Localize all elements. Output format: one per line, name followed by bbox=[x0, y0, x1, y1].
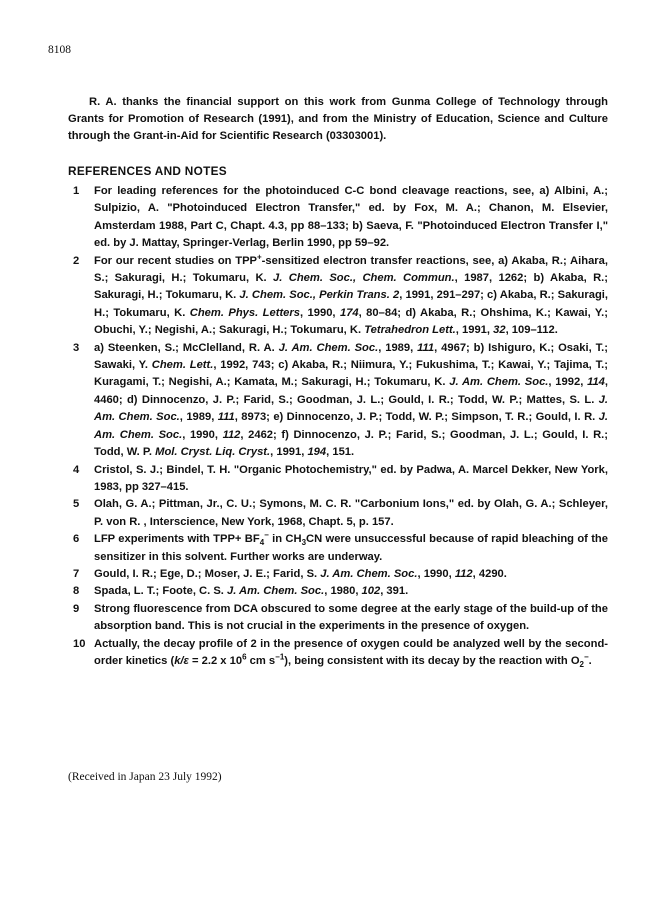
reference-text-segment: , bbox=[213, 359, 221, 372]
reference-text bbox=[94, 183, 608, 253]
reference-number: 7 bbox=[73, 567, 80, 580]
reference-text-segment: , bbox=[324, 585, 331, 598]
reference-number: 10 bbox=[73, 637, 86, 650]
reference-text-segment: , pp 59–92. bbox=[331, 237, 390, 250]
reference-text-segment: , 2462; f) Dinnocenzo, J. P.; Farid, S.; Goodman, J. L.; Gould, I. R.; Todd, W. P. bbox=[94, 428, 608, 459]
reference-text-segment: J. Am. Chem. Soc. bbox=[227, 585, 325, 598]
reference-item bbox=[68, 462, 608, 497]
reference-text-segment: LFP experiments with TPP+ BF bbox=[94, 533, 260, 546]
reference-text-segment: 6 bbox=[242, 652, 247, 662]
reference-number: 8 bbox=[73, 585, 80, 598]
reference-text bbox=[94, 601, 608, 636]
reference-text-segment: Chem. Phys. Letters bbox=[189, 306, 300, 319]
reference-text-segment: Chem. Lett. bbox=[151, 359, 214, 372]
reference-text bbox=[94, 583, 608, 600]
reference-text-segment: CN were unsuccessful because of rapid bleaching of the sensitizer in this solvent. Further works are underway. bbox=[94, 533, 608, 563]
reference-text-segment: , 391. bbox=[380, 585, 409, 598]
reference-text-segment: 174 bbox=[339, 306, 359, 319]
reference-text-segment: 1987 bbox=[464, 272, 489, 285]
reference-text bbox=[94, 340, 608, 462]
reference-text bbox=[94, 531, 608, 566]
reference-text-segment: , bbox=[182, 428, 190, 441]
reference-text-segment: 1991 bbox=[405, 289, 431, 302]
reference-number: 5 bbox=[73, 498, 80, 511]
reference-number: 4 bbox=[73, 463, 80, 476]
reference-text-segment: cm s bbox=[246, 654, 276, 667]
reference-text-segment: 1989 bbox=[186, 411, 212, 424]
reference-text-segment: For leading references for the photoinduced C-C bond cleavage reactions, see, a) Albini, A.; Sulpizio, A. "Photoinduced Electron Transfer," ed. by Fox, M. A.; Chanon, M. Elsevier, Amsterdam bbox=[94, 185, 608, 232]
reference-text-segment: , Part C, Chapt. 4.3, pp 88–133; b) Saeva, F. "Photoinduced Electron Transfer I," ed. by J. Mattay, Springer-Verlag, Berlin bbox=[94, 219, 608, 250]
reference-text-segment: , Chapt. 5, p. 157. bbox=[302, 515, 394, 528]
reference-text-segment: , 4460; d) Dinnocenzo, J. P.; Farid, S.; Goodman, J. L.; Gould, I. R.; Todd, W. P.; Mattes, S. L. bbox=[94, 376, 609, 406]
reference-text-segment: 1988 bbox=[159, 219, 184, 232]
reference-text-segment: , bbox=[214, 428, 223, 441]
reference-text bbox=[94, 496, 608, 531]
reference-text-segment: , bbox=[548, 376, 556, 389]
reference-text-segment: 1983 bbox=[94, 480, 119, 493]
reference-text-segment: , 80–84; d) Akaba, R.; Ohshima, K.; Kawai, Y.; Obuchi, Y.; Negishi, A.; Sakuragi, H.; Tokumaru, K. bbox=[94, 306, 608, 337]
reference-text bbox=[94, 566, 608, 583]
reference-text-segment: −1 bbox=[275, 652, 285, 662]
reference-text-segment: 1990 bbox=[189, 428, 215, 441]
reference-item bbox=[68, 566, 608, 583]
reference-text-segment: , 1262; b) Akaba, R.; Sakuragi, H.; Tokumaru, K. bbox=[94, 272, 608, 302]
reference-text-segment: , bbox=[486, 324, 494, 337]
reference-text-segment: Actually, the decay profile of 2 in the presence of oxygen could be analyzed well by the second-order kinetics ( bbox=[94, 637, 608, 667]
reference-text-segment: 1991 bbox=[276, 446, 302, 459]
reference-text-segment: -sensitized electron transfer reactions, see, a) Akaba, R.; Aihara, S.; Sakuragi, H.; Tokumaru, K. bbox=[94, 254, 608, 285]
reference-text-segment: Cristol, S. J.; Bindel, T. H. "Organic Photochemistry," ed. by Padwa, A. Marcel Dekker, New York, bbox=[94, 463, 608, 476]
reference-text-segment: , bbox=[448, 567, 455, 580]
reference-text-segment: J. Am. Chem. Soc. bbox=[94, 411, 609, 441]
reference-text-segment: J. Chem. Soc., Chem. Commun. bbox=[273, 272, 455, 285]
reference-item bbox=[68, 253, 608, 340]
reference-text-segment: , bbox=[332, 306, 340, 319]
reference-item bbox=[68, 183, 608, 253]
reference-text-segment: , bbox=[355, 585, 362, 598]
reference-text-segment: 32 bbox=[493, 324, 506, 337]
reference-text-segment: , 109–112. bbox=[505, 324, 558, 337]
reference-text bbox=[94, 462, 608, 497]
reference-text-segment: 112 bbox=[454, 567, 473, 580]
reference-text-segment: , bbox=[580, 376, 588, 389]
reference-number: 6 bbox=[73, 533, 80, 546]
references-heading: REFERENCES AND NOTES bbox=[68, 164, 227, 178]
reference-text-segment: Strong fluorescence from DCA obscured to some degree at the early stage of the build-up of the absorption band. This is not crucial in the experiments in the presence of oxygen. bbox=[94, 602, 608, 633]
reference-text bbox=[94, 253, 608, 340]
reference-text-segment: 102 bbox=[361, 585, 381, 598]
reference-text-segment: ), being consistent with its decay by the reaction with O bbox=[284, 654, 580, 667]
reference-text-segment: − bbox=[264, 530, 269, 540]
reference-text-segment: For our recent studies on TPP bbox=[94, 254, 257, 267]
reference-text-segment: 3 bbox=[301, 538, 307, 548]
reference-text-segment: 2 bbox=[579, 660, 584, 670]
reference-text-segment: , 4967; b) Ishiguro, K.; Osaki, T.; Sawaki, Y. bbox=[94, 341, 609, 372]
reference-text-segment: Tetrahedron Lett. bbox=[364, 324, 456, 337]
reference-text bbox=[94, 636, 608, 671]
reference-text-segment: Olah, G. A.; Pittman, Jr., C. U.; Symons, M. C. R. "Carbonium Ions," ed. by Olah, G. A.; Schleyer, P. von R. , Interscience, New York, bbox=[94, 498, 608, 528]
reference-text-segment: , bbox=[399, 289, 406, 302]
reference-text-segment: 1990 bbox=[307, 306, 333, 319]
reference-text-segment: J. Am. Chem. Soc. bbox=[94, 393, 608, 424]
reference-text-segment: , bbox=[454, 272, 465, 285]
reference-number: 1 bbox=[73, 185, 80, 197]
reference-text-segment: , 151. bbox=[326, 446, 355, 459]
page-number: 8108 bbox=[48, 44, 71, 56]
reference-text-segment: , bbox=[378, 341, 386, 354]
reference-item bbox=[68, 496, 608, 531]
reference-item bbox=[68, 531, 608, 566]
reference-text-segment: , bbox=[211, 411, 218, 424]
reference-text-segment: , bbox=[299, 306, 308, 319]
reference-text-segment: 1990 bbox=[307, 237, 332, 250]
references-list bbox=[68, 183, 608, 670]
reference-number: 3 bbox=[73, 341, 80, 354]
reference-text-segment: 1992 bbox=[220, 359, 246, 372]
reference-item bbox=[68, 601, 608, 636]
reference-text-segment: a) Steenken, S.; McClelland, R. A. bbox=[94, 341, 279, 354]
reference-number: 9 bbox=[73, 602, 80, 615]
acknowledgement-paragraph: R. A. thanks the financial support on this work from Gunma College of Technology through Grants for Promotion of Research (1991), and from the Ministry of Education, Science and Culture through the Grant-in-Aid for Scientific Research (03303001). bbox=[68, 96, 608, 143]
reference-text-segment: − bbox=[584, 652, 589, 662]
reference-text-segment: k/ε bbox=[174, 654, 189, 667]
reference-text-segment: J. Am. Chem. Soc. bbox=[449, 376, 549, 389]
reference-text-segment: , bbox=[270, 446, 277, 459]
reference-text-segment: = 2.2 x 10 bbox=[188, 654, 243, 667]
reference-text-segment: , bbox=[417, 567, 424, 580]
reference-item bbox=[68, 583, 608, 600]
reference-text-segment: , pp 327–415. bbox=[118, 480, 189, 493]
reference-text-segment: 194 bbox=[307, 446, 327, 459]
reference-text-segment: . bbox=[588, 654, 592, 667]
reference-text-segment: , 743; c) Akaba, R.; Niimura, Y.; Fukushima, T.; Kawai, Y.; Tajima, T.; Kuragami, T.; Negishi, A.; Kamata, M.; Sakuragi, H.; Tokumaru, K. bbox=[94, 359, 608, 389]
reference-text-segment: , bbox=[179, 411, 187, 424]
reference-item bbox=[68, 636, 608, 671]
reference-text-segment: 111 bbox=[217, 411, 235, 424]
reference-text-segment: , 8973; e) Dinnocenzo, J. P.; Todd, W. P.; Simpson, T. R.; Gould, I. R. bbox=[234, 411, 599, 424]
reference-text-segment: Gould, I. R.; Ege, D.; Moser, J. E.; Farid, S. bbox=[94, 567, 321, 580]
reference-text-segment: 1968 bbox=[277, 515, 303, 528]
reference-item bbox=[68, 340, 608, 462]
reference-text-segment: , bbox=[301, 446, 308, 459]
reference-text-segment: , 291–297; c) Akaba, R.; Sakuragi, H.; Tokumaru, K. bbox=[94, 289, 608, 319]
reference-number: 2 bbox=[73, 254, 80, 267]
reference-text-segment: 114 bbox=[587, 376, 605, 389]
reference-text-segment: J. Am. Chem. Soc. bbox=[320, 567, 418, 580]
reference-text-segment: , bbox=[455, 324, 462, 337]
reference-text-segment: J. Chem. Soc., Perkin Trans. 2 bbox=[239, 289, 400, 302]
reference-text-segment: 111 bbox=[417, 341, 435, 354]
reference-text-segment: 112 bbox=[222, 428, 241, 441]
reference-text-segment: Mol. Cryst. Liq. Cryst. bbox=[155, 446, 271, 459]
reference-text-segment: 1991 bbox=[462, 324, 487, 337]
reference-text-segment: + bbox=[257, 251, 262, 261]
reference-text-segment: 1992 bbox=[555, 376, 581, 389]
reference-text-segment: J. Am. Chem. Soc. bbox=[278, 341, 379, 354]
reference-text-segment: 1990 bbox=[423, 567, 449, 580]
reference-text-segment: Spada, L. T.; Foote, C. S. bbox=[94, 585, 228, 598]
reference-text-segment: in CH bbox=[268, 533, 302, 546]
reference-text-segment: , 4290. bbox=[472, 567, 507, 580]
reference-text-segment: 1980 bbox=[330, 585, 356, 598]
reference-text-segment: , bbox=[410, 341, 418, 354]
reference-text-segment: 4 bbox=[259, 538, 265, 548]
received-date: (Received in Japan 23 July 1992) bbox=[68, 771, 222, 783]
reference-text-segment: 1989 bbox=[385, 341, 411, 354]
